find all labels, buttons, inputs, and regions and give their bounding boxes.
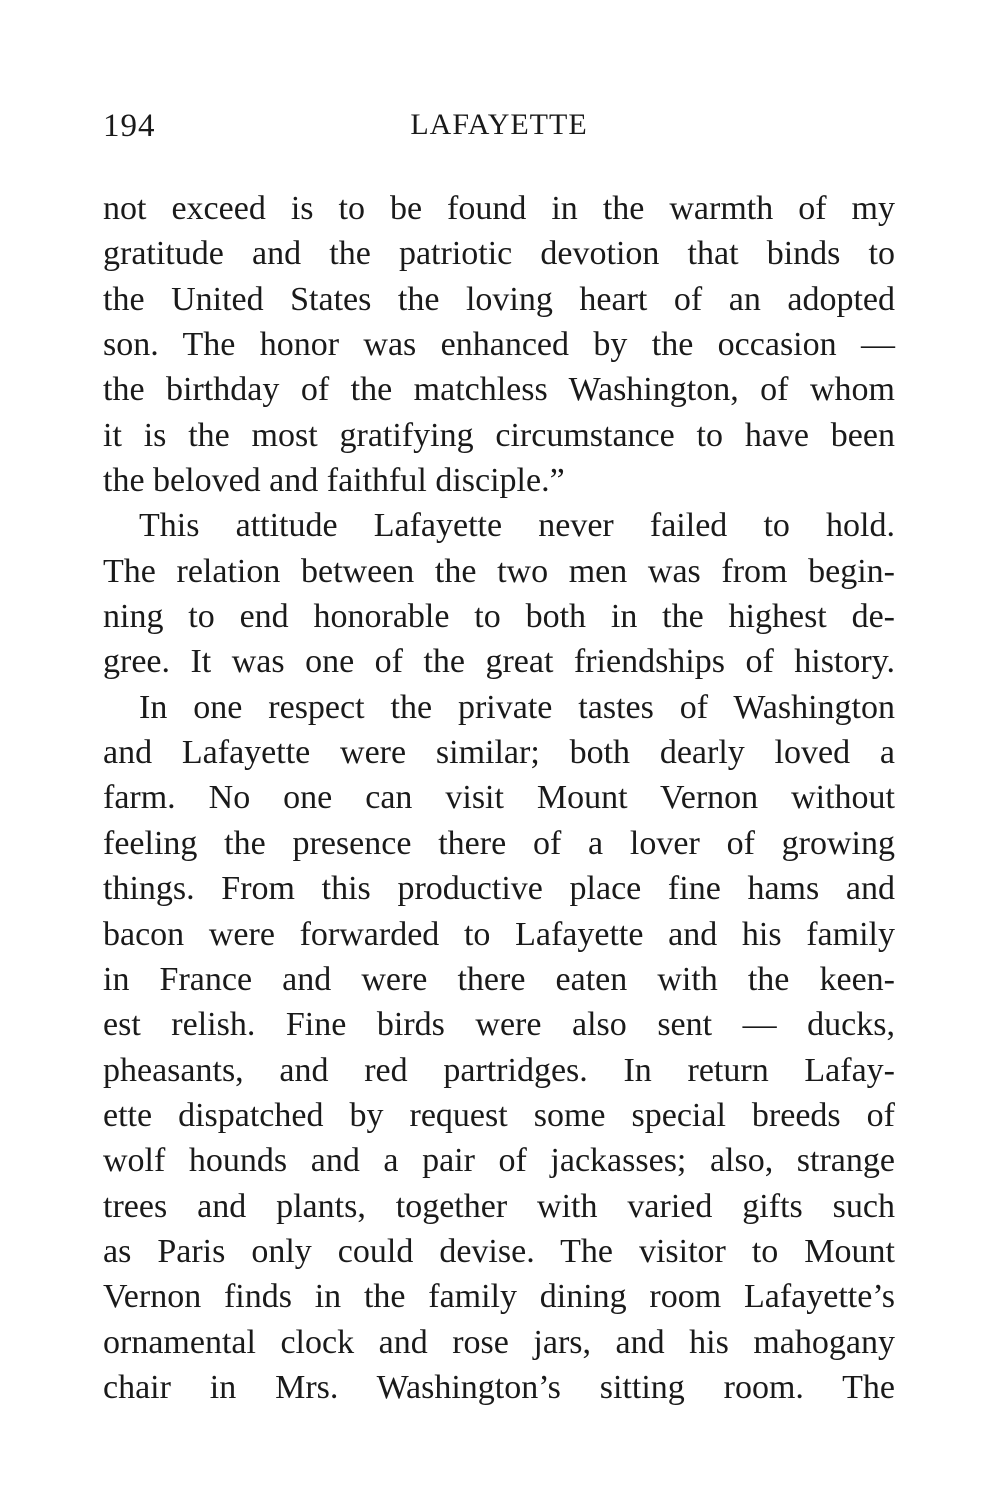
text-line: ette dispatched by request some special breeds of [103, 1096, 895, 1134]
text-line: the United States the loving heart of an adopted [103, 280, 895, 318]
text-line: chair in Mrs. Washington’s sitting room. The [103, 1368, 895, 1406]
text-line: gratitude and the patriotic devotion that binds to [103, 235, 895, 273]
text-line: ornamental clock and rose jars, and his mahogany [103, 1323, 895, 1361]
text-line: in France and were there eaten with the keen- [103, 960, 895, 998]
text-line: This attitude Lafayette never failed to hold. [139, 507, 895, 545]
page-header [103, 108, 895, 152]
text-line: feeling the presence there of a lover of growing [103, 824, 895, 862]
text-line: farm. No one can visit Mount Vernon without [103, 779, 895, 817]
running-title: LAFAYETTE [410, 108, 588, 141]
text-line: as Paris only could devise. The visitor to Mount [103, 1232, 895, 1270]
text-line: things. From this productive place fine hams and [103, 870, 895, 908]
text-line: Vernon finds in the family dining room Lafayette’s [103, 1278, 895, 1316]
body-text [103, 186, 895, 1410]
text-line: the beloved and faithful disciple.” [103, 462, 565, 500]
text-line: ning to end honorable to both in the highest de- [103, 598, 895, 636]
text-line: not exceed is to be found in the warmth of my [103, 190, 895, 227]
text-line: and Lafayette were similar; both dearly loved a [103, 734, 895, 772]
text-line: In one respect the private tastes of Washington [139, 688, 895, 726]
text-line: it is the most gratifying circumstance to have been [103, 416, 895, 454]
text-line: the birthday of the matchless Washington, of whom [103, 371, 895, 409]
text-line: gree. It was one of the great friendships of history. [103, 643, 895, 681]
text-line: est relish. Fine birds were also sent — ducks, [103, 1006, 895, 1044]
text-line: trees and plants, together with varied gifts such [103, 1187, 895, 1225]
text-line: The relation between the two men was from begin- [103, 552, 895, 590]
text-line: wolf hounds and a pair of jackasses; also, strange [103, 1142, 895, 1180]
text-line: pheasants, and red partridges. In return Lafay- [103, 1051, 895, 1089]
page-number: 194 [103, 108, 156, 144]
text-line: bacon were forwarded to Lafayette and his family [103, 915, 895, 953]
text-line: son. The honor was enhanced by the occasion — [103, 326, 895, 364]
